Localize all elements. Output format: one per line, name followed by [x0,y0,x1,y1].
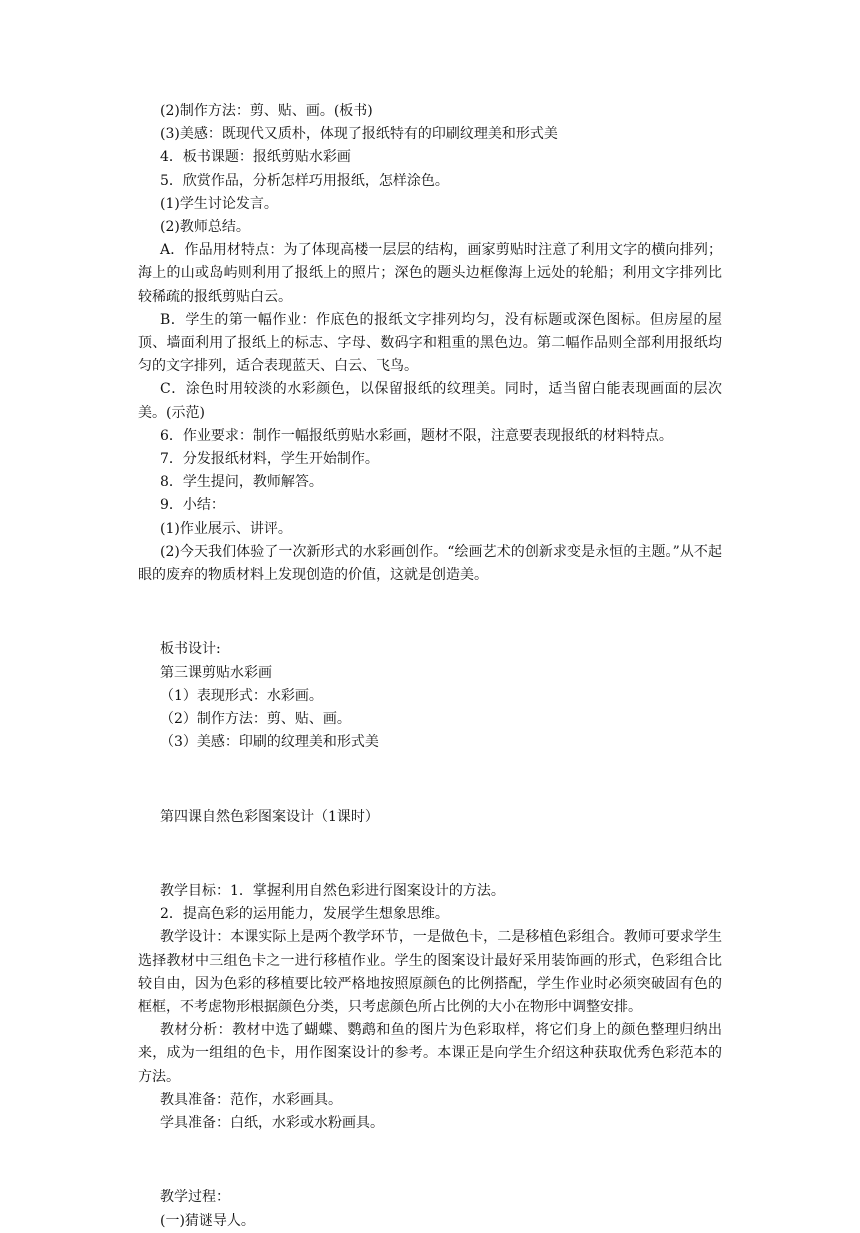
paragraph: B．学生的第一幅作业：作底色的报纸文字排列均匀，没有标题或深色图标。但房屋的屋顶、墙面利用了报纸上的标志、字母、数码字和粗重的黑色边。第二幅作品则全部利用报纸均匀的文字排列，适合表现蓝天、白云、飞鸟。 [138,311,722,375]
blank-line [138,601,722,624]
text-line: 教学过程： [160,1189,230,1206]
text-line: 4．板书课题：报纸剪贴水彩画 [160,149,351,166]
text-line: 2．提高色彩的运用能力，发展学生想象思维。 [160,906,449,923]
text-line: (2)教师总结。 [160,219,250,236]
blank-line [138,768,722,791]
blank-line [138,1149,722,1172]
paragraph: C．涂色时用较淡的水彩颜色，以保留报纸的纹理美。同时，适当留白能表现画面的层次美。(示范) [138,381,722,421]
blank-line [138,843,722,866]
paragraph: 教材分析：教材中选了蝴蝶、鹦鹉和鱼的图片为色彩取样，将它们身上的颜色整理归纳出来，成为一组组的色卡，用作图案设计的参考。本课正是向学生介绍这种获取优秀色彩范本的方法。 [138,1022,722,1085]
text-line: 板书设计: [160,641,221,658]
text-line: 第三课剪贴水彩画 [160,664,272,681]
paragraph: 教学设计：本课实际上是两个教学环节，一是做色卡，二是移植色彩组合。教师可要求学生选择教材中三组色卡之一进行移植作业。学生的图案设计最好采用装饰画的形式，色彩组合比较自由，因为色彩的移植要比较严格地按照原颜色的比例搭配，学生作业时必须突破固有色的框框，不考虑物形根据颜色分类，只考虑颜色所占比例的大小在物形中调整安排。 [138,929,722,1016]
text-line: (3)美感：既现代又质朴，体现了报纸特有的印刷纹理美和形式美 [160,126,558,143]
text-line: 9．小结： [160,497,225,514]
text-line: (一)猜谜导人。 [160,1212,255,1229]
text-line: (1)学生讨论发言。 [160,195,278,212]
text-line: （1）表现形式：水彩画。 [160,687,323,704]
text-line: 7．分发报纸材料，学生开始制作。 [160,451,379,468]
text-line: 第四课自然色彩图案设计（1课时） [160,808,379,825]
text-line: （2）制作方法：剪、贴、画。 [160,711,351,728]
text-line: 教具准备：范作，水彩画具。 [160,1091,342,1108]
paragraph: A．作品用材特点：为了体现高楼一层层的结构，画家剪贴时注意了利用文字的横向排列；海上的山或岛屿则利用了报纸上的照片；深色的题头边框像海上远处的轮船；利用文字排列比较稀疏的报纸剪贴白云。 [138,242,722,305]
document-body [138,100,722,1233]
text-line: 学具准备：白纸，水彩或水粉画具。 [160,1115,384,1132]
text-line: 6．作业要求：制作一幅报纸剪贴水彩画，题材不限，注意要表现报纸的材料特点。 [160,427,673,444]
text-line: 5．欣赏作品，分析怎样巧用报纸，怎样涂色。 [160,172,449,189]
text-line: (1)作业展示、讲评。 [160,520,292,537]
text-line: 8．学生提问，教师解答。 [160,474,323,491]
text-line: （3）美感：印刷的纹理美和形式美 [160,734,379,751]
text-line: 教学目标：1．掌握利用自然色彩进行图案设计的方法。 [160,883,505,900]
paragraph: (2)今天我们体验了一次新形式的水彩画创作。“绘画艺术的创新求变是永恒的主题。”从不起眼的废弃的物质材料上发现创造的价值，这就是创造美。 [138,543,722,584]
text-line: (2)制作方法：剪、贴、画。(板书) [160,103,373,119]
